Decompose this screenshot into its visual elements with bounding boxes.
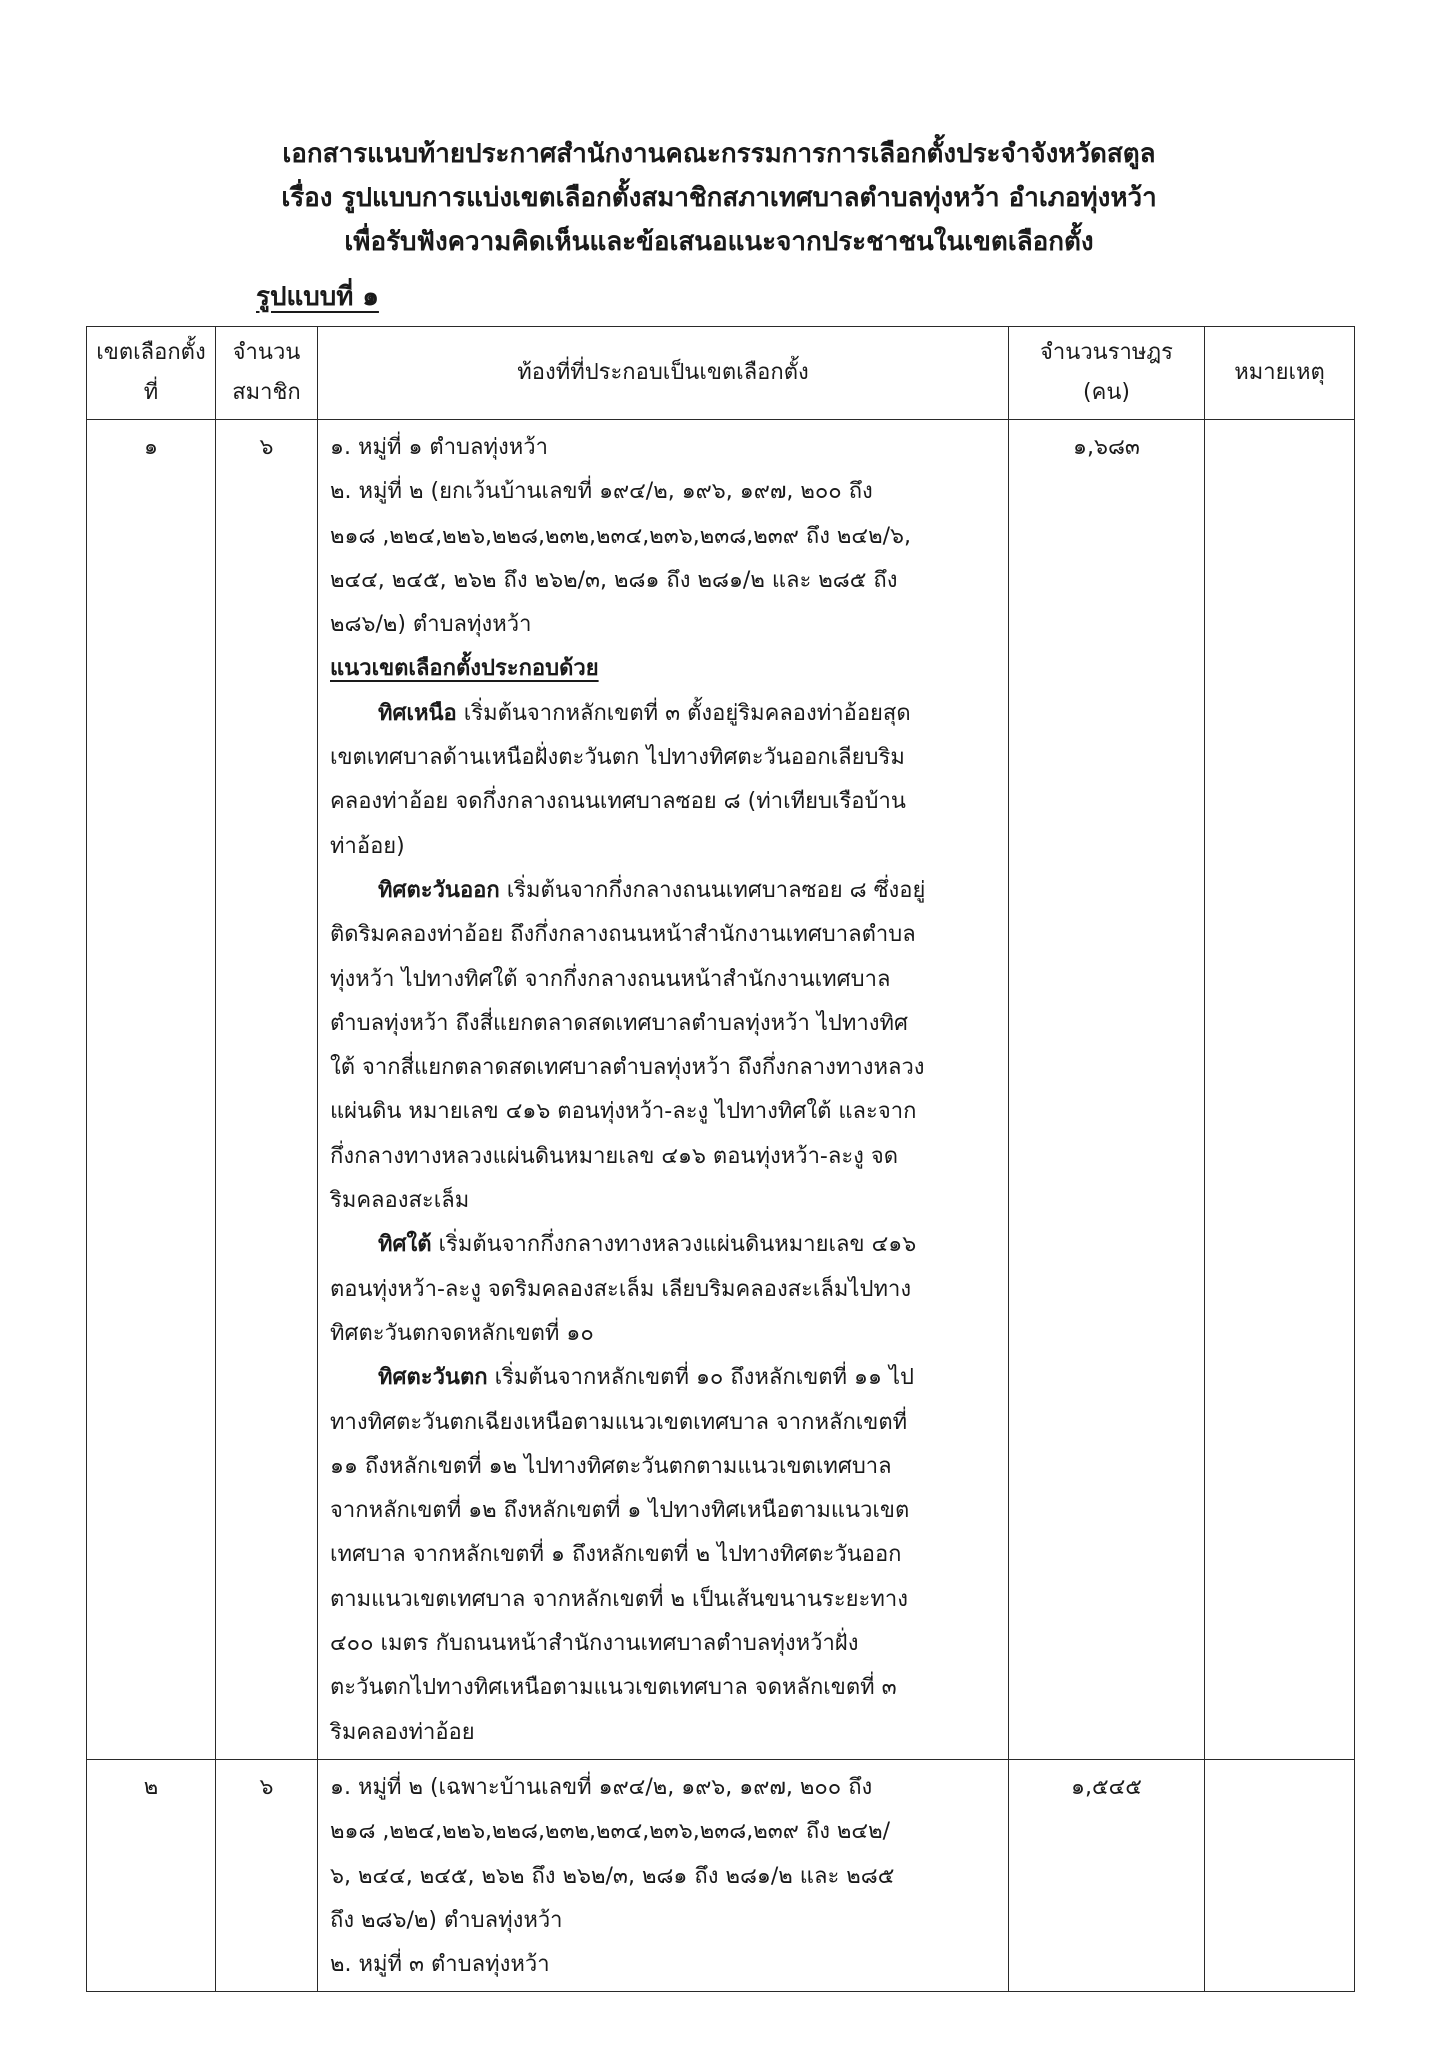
east-boundary-first-line (330, 869, 998, 913)
header-line-1: เอกสารแนบท้ายประกาศสำนักงานคณะกรรมการการเลือกตั้งประจำจังหวัดสตูล (282, 139, 1156, 169)
area-description-cell (318, 1759, 1009, 1991)
area-line: ๒๔๔, ๒๔๕, ๒๖๒ ถึง ๒๖๒/๓, ๒๘๑ ถึง ๒๘๑/๒ และ ๒๘๕ ถึง (330, 567, 898, 593)
header-line-3: เพื่อรับฟังความคิดเห็นและข้อเสนอแนะจากประชาชนในเขตเลือกตั้ง (344, 227, 1094, 257)
east-line: ริมคลองสะเล็ม (330, 1188, 470, 1214)
area-line: ถึง ๒๘๖/๒) ตำบลทุ่งหว้า (330, 1907, 563, 1933)
west-line: จากหลักเขตที่ ๑๒ ถึงหลักเขตที่ ๑ ไปทางทิศเหนือตามแนวเขต (330, 1498, 910, 1524)
area-line: ๒๘๖/๒) ตำบลทุ่งหว้า (330, 612, 532, 638)
south-boundary-first-line (330, 1223, 998, 1267)
table-row (87, 420, 1355, 1760)
model-label: รูปแบบที่ ๑ (256, 282, 379, 312)
population-cell: ๑,๖๘๓ (1009, 420, 1205, 1760)
remark-cell (1205, 420, 1355, 1760)
header-members (216, 327, 318, 420)
west-label: ทิศตะวันตก (378, 1365, 488, 1391)
west-line: ริมคลองท่าอ้อย (330, 1719, 475, 1745)
members-count-cell: ๖ (216, 1759, 318, 1991)
east-line: ทุ่งหว้า ไปทางทิศใต้ จากกึ่งกลางถนนหน้าสำนักงานเทศบาล (330, 966, 891, 992)
districts-table (86, 326, 1355, 1992)
header-population-line-1: จำนวนราษฎร (1040, 340, 1173, 365)
header-members-line-2: สมาชิก (232, 380, 301, 405)
header-members-line-1: จำนวน (232, 340, 301, 365)
east-text: เริ่มต้นจากกึ่งกลางถนนเทศบาลซอย ๘ ซึ่งอยู่ (499, 877, 926, 903)
east-line: ติดริมคลองท่าอ้อย ถึงกึ่งกลางถนนหน้าสำนักงานเทศบาลตำบล (330, 922, 916, 948)
west-line: ตามแนวเขตเทศบาล จากหลักเขตที่ ๒ เป็นเส้นขนานระยะทาง (330, 1586, 908, 1612)
table-row (87, 1759, 1355, 1991)
east-line: ใต้ จากสี่แยกตลาดสดเทศบาลตำบลทุ่งหว้า ถึงกึ่งกลางทางหลวง (330, 1055, 925, 1081)
west-line: ๔๐๐ เมตร กับถนนหน้าสำนักงานเทศบาลตำบลทุ่งหว้าฝั่ง (330, 1631, 859, 1657)
header-district (87, 327, 216, 420)
area-description-cell (318, 420, 1009, 1760)
header-district-line-1: เขตเลือกตั้ง (96, 340, 206, 365)
west-boundary-first-line (330, 1356, 998, 1400)
west-line: ๑๑ ถึงหลักเขตที่ ๑๒ ไปทางทิศตะวันตกตามแนวเขตเทศบาล (330, 1453, 892, 1479)
header-line-2: เรื่อง รูปแบบการแบ่งเขตเลือกตั้งสมาชิกสภาเทศบาลตำบลทุ่งหว้า อำเภอทุ่งหว้า (281, 183, 1157, 213)
header-area: ท้องที่ที่ประกอบเป็นเขตเลือกตั้ง (318, 327, 1009, 420)
document-header (0, 132, 1438, 264)
table-header-row (87, 327, 1355, 420)
area-line: ๒๑๘ ,๒๒๔,๒๒๖,๒๒๘,๒๓๒,๒๓๔,๒๓๖,๒๓๘,๒๓๙ ถึง ๒๔๒/ (330, 1819, 891, 1845)
south-line: ทิศตะวันตกจดหลักเขตที่ ๑๐ (330, 1320, 594, 1346)
district-number-cell: ๑ (87, 420, 216, 1760)
header-population-line-2: (คน) (1083, 380, 1130, 405)
north-line: เขตเทศบาลด้านเหนือฝั่งตะวันตก ไปทางทิศตะวันออกเลียบริม (330, 745, 905, 771)
header-remark: หมายเหตุ (1205, 327, 1355, 420)
north-label: ทิศเหนือ (378, 700, 457, 726)
west-line: ตะวันตกไปทางทิศเหนือตามแนวเขตเทศบาล จดหลักเขตที่ ๓ (330, 1675, 897, 1701)
boundary-heading (330, 647, 998, 691)
area-line: ๖, ๒๔๔, ๒๔๕, ๒๖๒ ถึง ๒๖๒/๓, ๒๘๑ ถึง ๒๘๑/๒ และ ๒๘๕ (330, 1863, 895, 1889)
south-label: ทิศใต้ (378, 1232, 432, 1258)
south-text: เริ่มต้นจากกึ่งกลางทางหลวงแผ่นดินหมายเลข ๔๑๖ (431, 1232, 917, 1258)
area-line: ๒. หมู่ที่ ๒ (ยกเว้นบ้านเลขที่ ๑๙๔/๒, ๑๙๖, ๑๙๗, ๒๐๐ ถึง (330, 479, 873, 505)
west-line: เทศบาล จากหลักเขตที่ ๑ ถึงหลักเขตที่ ๒ ไปทางทิศตะวันออก (330, 1542, 902, 1568)
header-population (1009, 327, 1205, 420)
population-cell: ๑,๕๔๕ (1009, 1759, 1205, 1991)
boundary-heading-text: แนวเขตเลือกตั้งประกอบด้วย (330, 656, 599, 682)
north-boundary-first-line (330, 692, 998, 736)
remark-cell (1205, 1759, 1355, 1991)
south-line: ตอนทุ่งหว้า-ละงู จดริมคลองสะเล็ม เลียบริมคลองสะเล็มไปทาง (330, 1276, 912, 1302)
area-line: ๑. หมู่ที่ ๒ (เฉพาะบ้านเลขที่ ๑๙๔/๒, ๑๙๖, ๑๙๗, ๒๐๐ ถึง (330, 1774, 873, 1800)
east-line: ตำบลทุ่งหว้า ถึงสี่แยกตลาดสดเทศบาลตำบลทุ่งหว้า ไปทางทิศ (330, 1010, 908, 1036)
east-label: ทิศตะวันออก (378, 877, 500, 903)
east-line: แผ่นดิน หมายเลข ๔๑๖ ตอนทุ่งหว้า-ละงู ไปทางทิศใต้ และจาก (330, 1099, 917, 1125)
north-line: คลองท่าอ้อย จดกึ่งกลางถนนเทศบาลซอย ๘ (ท่าเทียบเรือบ้าน (330, 789, 906, 815)
north-line: ท่าอ้อย) (330, 833, 405, 859)
area-line: ๑. หมู่ที่ ๑ ตำบลทุ่งหว้า (330, 435, 548, 460)
west-text: เริ่มต้นจากหลักเขตที่ ๑๐ ถึงหลักเขตที่ ๑๑ ไป (487, 1365, 914, 1391)
west-line: ทางทิศตะวันตกเฉียงเหนือตามแนวเขตเทศบาล จากหลักเขตที่ (330, 1409, 908, 1435)
area-line: ๒. หมู่ที่ ๓ ตำบลทุ่งหว้า (330, 1952, 550, 1978)
district-number-cell: ๒ (87, 1759, 216, 1991)
area-line: ๒๑๘ ,๒๒๔,๒๒๖,๒๒๘,๒๓๒,๒๓๔,๒๓๖,๒๓๘,๒๓๙ ถึง ๒๔๒/๖, (330, 523, 911, 549)
east-line: กึ่งกลางทางหลวงแผ่นดินหมายเลข ๔๑๖ ตอนทุ่งหว้า-ละงู จด (330, 1143, 899, 1169)
north-text: เริ่มต้นจากหลักเขตที่ ๓ ตั้งอยู่ริมคลองท่าอ้อยสุด (456, 700, 911, 726)
header-district-line-2: ที่ (143, 380, 159, 405)
members-count-cell: ๖ (216, 420, 318, 1760)
